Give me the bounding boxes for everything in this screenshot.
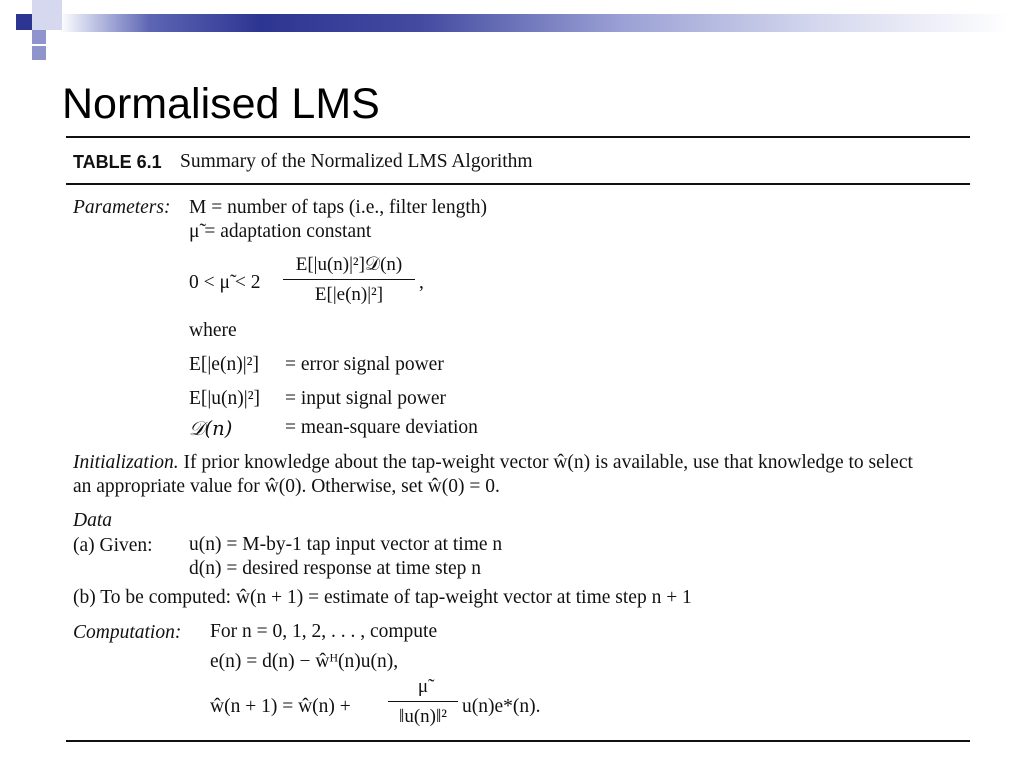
computation-loop: For n = 0, 1, 2, . . . , compute [210,621,438,642]
update-equation-denominator: ‖u(n)‖² [398,706,448,727]
table-bottom-rule [66,740,970,742]
stepsize-bound-denominator: E[|e(n)|²] [314,284,384,305]
computation-label: Computation: [73,622,182,643]
table-caption-rule [66,183,970,185]
initialization-text-1: If prior knowledge about the tap-weight vector ŵ(n) is available, use that knowledge to select [183,452,913,473]
param-m-definition: M = number of taps (i.e., filter length) [189,197,488,218]
header-square-mid [32,30,46,44]
where-label: where [189,320,237,341]
table-caption: Summary of the Normalized LMS Algorithm [180,151,533,172]
input-power-definition: = input signal power [285,388,447,409]
input-power-symbol: E[|u(n)|²] [189,388,261,409]
error-power-symbol: E[|e(n)|²] [189,354,259,375]
desired-response-definition: d(n) = desired response at time step n [189,558,482,579]
update-equation-rhs: u(n)e*(n). [462,696,541,717]
param-mu-definition: μ̃ = adaptation constant [189,221,372,242]
header-square-light [32,0,62,30]
error-power-definition: = error signal power [285,354,444,375]
stepsize-bound-numerator: E[|u(n)|²]𝒟(n) [283,254,415,280]
to-be-computed: (b) To be computed: ŵ(n + 1) = estimate of tap-weight vector at time step n + 1 [73,587,692,608]
header-square-small [32,46,46,60]
stepsize-bound-comma: , [419,272,424,293]
error-equation: e(n) = d(n) − ŵᴴ(n)u(n), [210,651,399,672]
update-equation-numerator: μ̃ [388,676,458,702]
update-equation-lhs: ŵ(n + 1) = ŵ(n) + [210,696,351,717]
stepsize-bound-lhs: 0 < μ̃ < 2 [189,272,261,293]
header-square-dark [16,14,32,30]
stepsize-bound-fraction [283,254,415,306]
table-number: TABLE 6.1 [73,152,162,172]
data-label: Data [73,510,112,531]
parameters-label: Parameters: [73,197,171,218]
slide-title: Normalised LMS [62,80,380,128]
msd-definition: = mean-square deviation [285,417,478,438]
header-gradient-bar [0,14,1024,32]
table-top-rule [66,136,970,138]
initialization-label: Initialization. [73,452,179,473]
update-equation-fraction [388,676,458,728]
given-label: (a) Given: [73,535,153,556]
initialization-line-2: an appropriate value for ŵ(0). Otherwise, set ŵ(0) = 0. [73,476,500,497]
input-vector-definition: u(n) = M-by-1 tap input vector at time n [189,534,503,555]
initialization-line-1 [73,453,913,473]
msd-symbol: 𝒟(n) [189,417,233,440]
